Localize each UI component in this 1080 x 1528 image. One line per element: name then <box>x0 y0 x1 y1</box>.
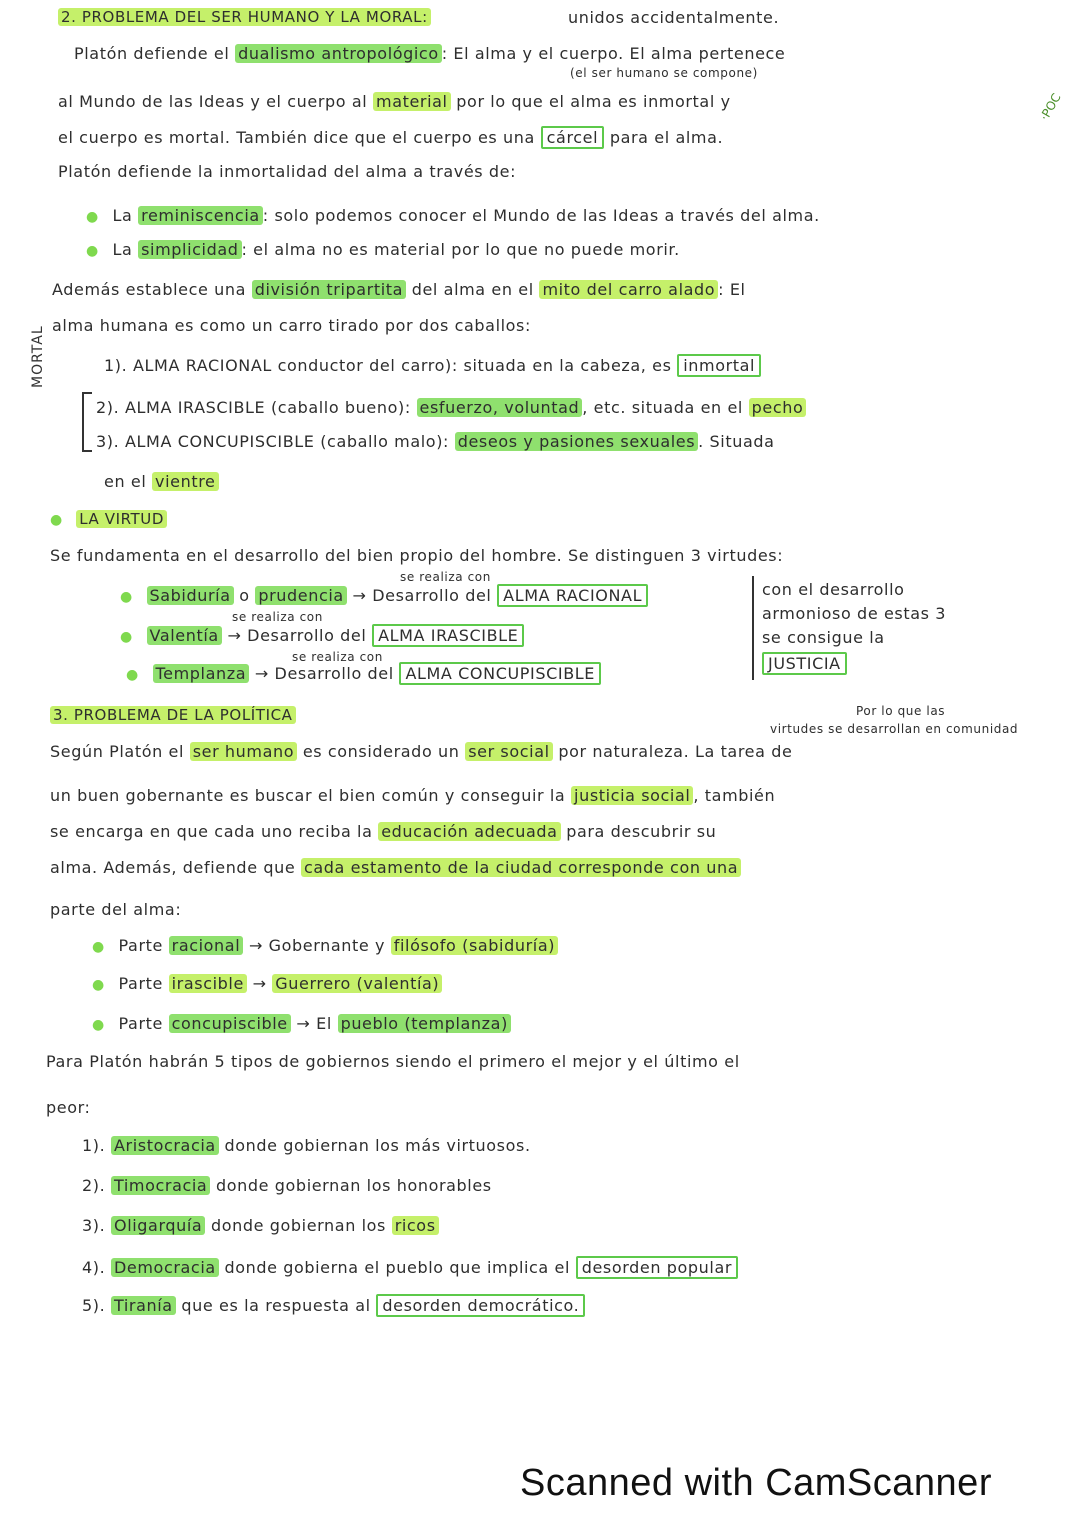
virtud-valentia <box>120 626 524 645</box>
text: se encarga en que cada uno reciba la <box>50 822 373 841</box>
text: se realiza con <box>292 650 383 664</box>
boxed: ALMA CONCUPISCIBLE <box>399 662 601 685</box>
parte-concupiscible <box>92 1014 511 1033</box>
line-dualismo <box>74 44 785 63</box>
text: del alma en el <box>411 280 534 299</box>
text: : el alma no es material por lo que no puede morir. <box>241 240 680 259</box>
gobiernos-intro-cont <box>46 1098 90 1117</box>
politica-line-4 <box>50 858 741 877</box>
text: Parte <box>118 936 163 955</box>
highlight: ricos <box>392 1216 439 1235</box>
text: donde gobiernan los <box>210 1216 386 1235</box>
text: Para Platón habrán 5 tipos de gobiernos siendo el primero el mejor y el último el <box>46 1052 740 1071</box>
text: 3). <box>82 1216 106 1235</box>
mortal-bracket <box>82 392 92 452</box>
arrow-icon: → <box>352 586 367 605</box>
text: Se fundamenta en el desarrollo del bien propio del hombre. Se distinguen 3 virtudes: <box>50 546 784 565</box>
boxed: ALMA IRASCIBLE <box>372 624 524 647</box>
alma-concupiscible-cont <box>104 472 219 491</box>
heading-text: 3. PROBLEMA DE LA POLÍTICA <box>50 706 296 724</box>
top-fragment <box>568 8 779 27</box>
text: armonioso de estas 3 <box>762 604 947 623</box>
text: en el <box>104 472 147 491</box>
alma-racional-item <box>104 356 761 375</box>
text: por naturaleza. La tarea de <box>558 742 793 761</box>
text: unidos accidentalmente. <box>568 8 780 27</box>
text: , también <box>693 786 776 805</box>
parte-racional <box>92 936 558 955</box>
virtud-intro <box>50 546 783 565</box>
highlight: Guerrero (valentía) <box>272 974 442 993</box>
text: Además establece una <box>52 280 246 299</box>
camscanner-watermark: Scanned with CamScanner <box>520 1462 992 1504</box>
heading-virtud <box>50 510 167 528</box>
text: 4). <box>82 1258 106 1277</box>
note-realiza-2 <box>232 610 323 624</box>
highlight: Oligarquía <box>111 1216 205 1235</box>
text: Desarrollo del <box>274 664 394 683</box>
highlight: justicia social <box>571 786 693 805</box>
boxed: inmortal <box>677 354 761 377</box>
text: para el alma. <box>609 128 724 147</box>
highlight: concupiscible <box>169 1014 291 1033</box>
highlight: simplicidad <box>138 240 241 259</box>
heading-moral <box>58 8 431 26</box>
text: Parte <box>118 1014 163 1033</box>
text: donde gobierna el pueblo que implica el <box>224 1258 571 1277</box>
text: Platón defiende el <box>74 44 230 63</box>
note-realiza-3 <box>292 650 383 664</box>
text: donde gobiernan los más virtuosos. <box>224 1136 531 1155</box>
heading-politica <box>50 706 296 724</box>
highlight: Valentía <box>147 626 222 645</box>
text: : El <box>718 280 746 299</box>
text: 1). ALMA RACIONAL conductor del carro): situada en la cabeza, es <box>104 356 672 375</box>
text: el cuerpo es mortal. También dice que el cuerpo es una <box>58 128 535 147</box>
gobierno-aristocracia <box>82 1136 531 1155</box>
text: se realiza con <box>400 570 491 584</box>
text: alma. Además, defiende que <box>50 858 296 877</box>
boxed: desorden democrático. <box>376 1294 585 1317</box>
text: → <box>252 974 267 993</box>
bullet-reminiscencia <box>86 206 820 225</box>
justicia-note-1 <box>762 580 905 599</box>
text: se realiza con <box>232 610 323 624</box>
text: → Gobernante y <box>248 936 386 955</box>
text: Según Platón el <box>50 742 184 761</box>
line-inmortalidad <box>58 162 516 181</box>
gobierno-democracia <box>82 1258 738 1277</box>
justicia-divider <box>752 576 754 680</box>
justicia-note-3 <box>762 628 885 647</box>
text: con el desarrollo <box>762 580 905 599</box>
highlight: filósofo (sabiduría) <box>391 936 558 955</box>
text: es considerado un <box>302 742 460 761</box>
text: alma humana es como un carro tirado por dos caballos: <box>52 316 531 335</box>
politica-note-2 <box>770 722 1018 736</box>
text: . Situada <box>698 432 775 451</box>
text: por lo que el alma es inmortal y <box>456 92 731 111</box>
text: que es la respuesta al <box>181 1296 371 1315</box>
politica-line-5 <box>50 900 181 919</box>
text: Platón defiende la inmortalidad del alma a través de: <box>58 162 517 181</box>
text: 1). <box>82 1136 106 1155</box>
highlight: material <box>373 92 451 111</box>
text: , etc. situada en el <box>582 398 743 417</box>
virtud-sabiduria <box>120 586 648 605</box>
highlight: pueblo (templanza) <box>338 1014 511 1033</box>
politica-note-1 <box>856 704 945 718</box>
highlight: Tiranía <box>111 1296 176 1315</box>
text: para descubrir su <box>566 822 717 841</box>
highlight: ser social <box>465 742 552 761</box>
highlight: Democracia <box>111 1258 219 1277</box>
highlight: Timocracia <box>111 1176 210 1195</box>
politica-line-2 <box>50 786 775 805</box>
gobierno-tirania <box>82 1296 585 1315</box>
highlight: Templanza <box>153 664 250 683</box>
politica-line-3 <box>50 822 716 841</box>
text: → El <box>296 1014 332 1033</box>
highlight: racional <box>169 936 244 955</box>
text: Por lo que las <box>856 704 946 718</box>
highlight: reminiscencia <box>138 206 263 225</box>
text: 2). <box>82 1176 106 1195</box>
text: Parte <box>118 974 163 993</box>
highlight: deseos y pasiones sexuales <box>455 432 698 451</box>
line-division-tripartita <box>52 280 746 299</box>
text: se consigue la <box>762 628 885 647</box>
text: Desarrollo del <box>372 586 492 605</box>
virtud-templanza <box>126 664 601 683</box>
boxed: cárcel <box>541 126 605 149</box>
highlight: pecho <box>749 398 807 417</box>
line-mundo-ideas <box>58 92 731 111</box>
text: 3). ALMA CONCUPISCIBLE (caballo malo): <box>96 432 450 451</box>
highlight: ser humano <box>190 742 297 761</box>
highlight: irascible <box>169 974 247 993</box>
gobiernos-intro <box>46 1052 740 1071</box>
note-ser-humano <box>570 66 758 80</box>
highlight: vientre <box>152 472 218 491</box>
text: virtudes se desarrollan en comunidad <box>770 722 1019 736</box>
highlight: educación adecuada <box>378 822 560 841</box>
gobierno-oligarquia <box>82 1216 439 1235</box>
line-carro <box>52 316 531 335</box>
mortal-side-label: MORTAL <box>30 325 46 388</box>
bullet-simplicidad <box>86 240 680 259</box>
text: La <box>112 206 133 225</box>
highlight: mito del carro alado <box>539 280 718 299</box>
text: donde gobiernan los honorables <box>216 1176 492 1195</box>
alma-concupiscible-item <box>96 432 775 451</box>
boxed: desorden popular <box>576 1256 738 1279</box>
justicia-note-4 <box>762 654 847 673</box>
note-realiza-1 <box>400 570 491 584</box>
line-cuerpo-mortal <box>58 128 723 147</box>
heading-text: LA VIRTUD <box>76 510 167 528</box>
parte-irascible <box>92 974 442 993</box>
gobierno-timocracia <box>82 1176 492 1195</box>
boxed: ALMA RACIONAL <box>497 584 648 607</box>
highlight: Sabiduría <box>147 586 234 605</box>
highlight: Aristocracia <box>111 1136 219 1155</box>
arrow-icon: → <box>254 664 269 683</box>
text: al Mundo de las Ideas y el cuerpo al <box>58 92 368 111</box>
boxed: JUSTICIA <box>762 652 847 675</box>
alma-irascible-item <box>96 398 806 417</box>
text: La <box>112 240 133 259</box>
text: (el ser humano se compone) <box>570 66 758 80</box>
highlight: división tripartita <box>252 280 406 299</box>
text: : El alma y el cuerpo. El alma pertenece <box>441 44 786 63</box>
text: un buen gobernante es buscar el bien común y conseguir la <box>50 786 566 805</box>
politica-line-1 <box>50 742 792 761</box>
text: : solo podemos conocer el Mundo de las Ideas a través del alma. <box>262 206 820 225</box>
highlight: prudencia <box>255 586 346 605</box>
highlight: cada estamento de la ciudad corresponde con una <box>301 858 741 877</box>
highlight: esfuerzo, voluntad <box>417 398 583 417</box>
highlight: dualismo antropológico <box>235 44 442 63</box>
heading-text: 2. PROBLEMA DEL SER HUMANO Y LA MORAL: <box>58 8 431 26</box>
text: parte del alma: <box>50 900 182 919</box>
text: 2). ALMA IRASCIBLE (caballo bueno): <box>96 398 411 417</box>
text: peor: <box>46 1098 91 1117</box>
text: 5). <box>82 1296 106 1315</box>
justicia-note-2 <box>762 604 946 623</box>
edge-fragment: ·POC <box>1037 90 1064 124</box>
arrow-icon: → <box>227 626 242 645</box>
text: o <box>239 586 250 605</box>
text: Desarrollo del <box>247 626 367 645</box>
